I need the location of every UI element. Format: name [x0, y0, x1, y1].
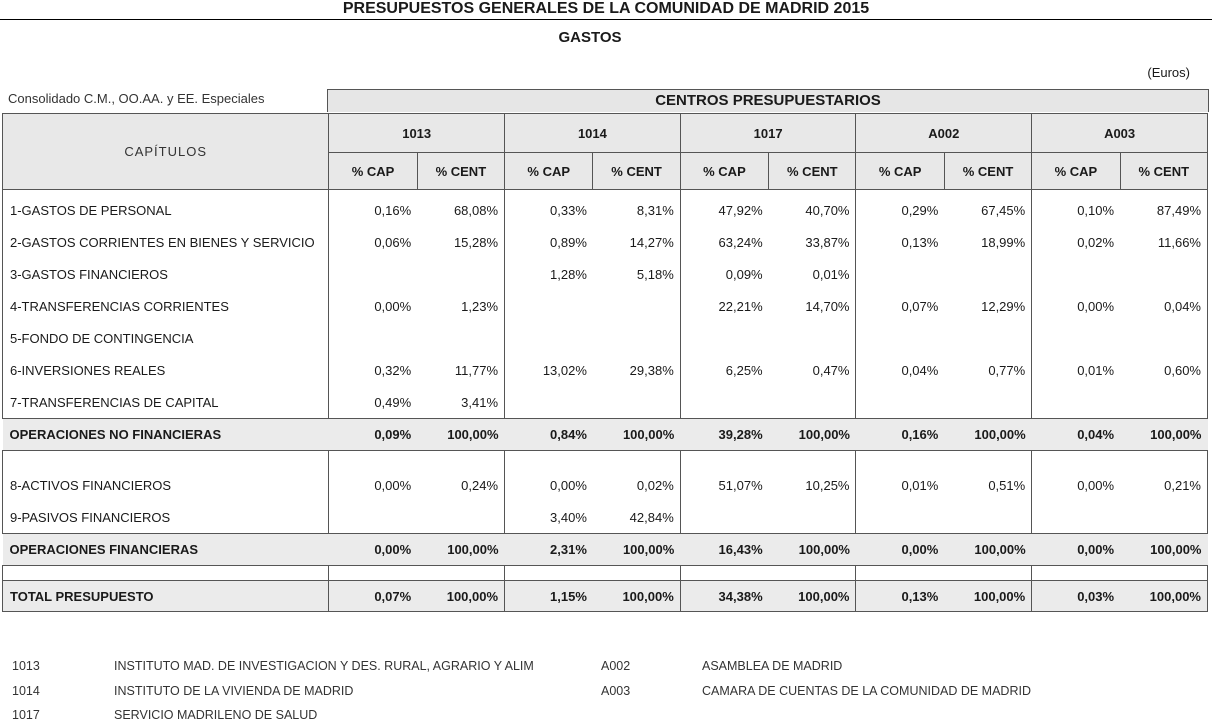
- report-title: PRESUPUESTOS GENERALES DE LA COMUNIDAD DE MADRID 2015: [342, 0, 870, 17]
- pct-cap-cell: 0,16%: [856, 419, 944, 451]
- pct-cent-cell: 100,00%: [769, 419, 856, 451]
- pct-cent-cell: 1,23%: [417, 290, 504, 322]
- pct-cap-cell: [329, 258, 417, 290]
- pct-cent-cell: 0,77%: [944, 354, 1031, 386]
- pct-cent-cell: [593, 322, 680, 354]
- table-row: [3, 226, 1208, 258]
- units-label: (Euros): [1147, 65, 1190, 80]
- pct-cent-cell: 0,24%: [417, 469, 504, 501]
- pct-cap-cell: [856, 386, 944, 419]
- chapter-label: 3-GASTOS FINANCIEROS: [3, 258, 329, 290]
- pct-cap-cell: 0,04%: [856, 354, 944, 386]
- pct-cap-cell: 0,00%: [329, 469, 417, 501]
- pct-cap-cell: 0,01%: [1032, 354, 1120, 386]
- pct-cap-cell: [680, 501, 768, 534]
- pct-cent-cell: 100,00%: [769, 534, 856, 566]
- center-header: 1017: [680, 114, 856, 153]
- pct-cent-cell: 87,49%: [1120, 190, 1207, 227]
- pct-cap-cell: 0,00%: [329, 534, 417, 566]
- pct-cap-cell: [1032, 258, 1120, 290]
- pct-cent-cell: 8,31%: [593, 190, 680, 227]
- pct-cent-cell: [944, 322, 1031, 354]
- pct-cent-cell: 100,00%: [593, 419, 680, 451]
- scope-label: Consolidado C.M., OO.AA. y EE. Especiales: [8, 91, 265, 106]
- pct-cap-cell: 0,07%: [856, 290, 944, 322]
- pct-cent-header: % CENT: [417, 153, 504, 190]
- pct-cap-cell: [329, 322, 417, 354]
- legend-code: 1013: [12, 659, 40, 673]
- pct-cent-cell: 14,70%: [769, 290, 856, 322]
- pct-cent-cell: 100,00%: [417, 581, 504, 612]
- pct-cap-cell: 0,02%: [1032, 226, 1120, 258]
- pct-cap-cell: 63,24%: [680, 226, 768, 258]
- pct-cent-cell: 0,02%: [593, 469, 680, 501]
- pct-cap-cell: 0,00%: [1032, 469, 1120, 501]
- pct-cent-cell: 10,25%: [769, 469, 856, 501]
- pct-cent-cell: [944, 258, 1031, 290]
- table-row: [3, 469, 1208, 501]
- capitulos-header: CAPÍTULOS: [3, 114, 329, 190]
- pct-cent-cell: 100,00%: [593, 534, 680, 566]
- legend-name: INSTITUTO MAD. DE INVESTIGACION Y DES. RURAL, AGRARIO Y ALIM: [114, 659, 534, 673]
- pct-cap-cell: 16,43%: [680, 534, 768, 566]
- pct-cent-cell: 42,84%: [593, 501, 680, 534]
- chapter-label: 9-PASIVOS FINANCIEROS: [3, 501, 329, 534]
- pct-cap-cell: 0,49%: [329, 386, 417, 419]
- pct-cap-cell: 0,07%: [329, 581, 417, 612]
- pct-cap-cell: 0,29%: [856, 190, 944, 227]
- pct-cap-cell: 0,10%: [1032, 190, 1120, 227]
- center-header-row: [3, 114, 1208, 153]
- pct-cap-header: % CAP: [505, 153, 593, 190]
- pct-cent-cell: 100,00%: [944, 534, 1031, 566]
- pct-cent-cell: [1120, 386, 1207, 419]
- legend-code: A002: [601, 659, 631, 673]
- pct-cap-cell: 13,02%: [505, 354, 593, 386]
- table-row: [3, 258, 1208, 290]
- pct-cap-cell: 34,38%: [680, 581, 768, 612]
- center-header: 1014: [505, 114, 681, 153]
- pct-cap-header: % CAP: [680, 153, 768, 190]
- pct-cent-cell: 12,29%: [944, 290, 1031, 322]
- pct-cent-cell: 0,21%: [1120, 469, 1207, 501]
- pct-cent-cell: 67,45%: [944, 190, 1031, 227]
- pct-cent-cell: [593, 386, 680, 419]
- pct-cap-cell: 0,04%: [1032, 419, 1120, 451]
- pct-cap-cell: [680, 386, 768, 419]
- pct-cent-cell: 11,77%: [417, 354, 504, 386]
- pct-cent-cell: 5,18%: [593, 258, 680, 290]
- pct-cap-cell: 47,92%: [680, 190, 768, 227]
- legend-code: 1014: [12, 684, 40, 698]
- pct-cap-header: % CAP: [1032, 153, 1120, 190]
- pct-cent-cell: [769, 501, 856, 534]
- pct-cap-cell: 0,13%: [856, 226, 944, 258]
- pct-cent-cell: 14,27%: [593, 226, 680, 258]
- table-row: [3, 190, 1208, 227]
- pct-cent-header: % CENT: [593, 153, 680, 190]
- report-subtitle: GASTOS: [558, 29, 622, 46]
- pct-cent-cell: 100,00%: [593, 581, 680, 612]
- pct-cap-cell: [856, 322, 944, 354]
- table-row: [3, 354, 1208, 386]
- pct-cent-cell: 100,00%: [1120, 419, 1207, 451]
- pct-cap-cell: 1,15%: [505, 581, 593, 612]
- pct-cap-cell: 0,33%: [505, 190, 593, 227]
- pct-cap-cell: 0,16%: [329, 190, 417, 227]
- chapter-label: 1-GASTOS DE PERSONAL: [3, 190, 329, 227]
- title-divider: [0, 19, 1212, 20]
- center-header: A002: [856, 114, 1032, 153]
- pct-cap-cell: 0,00%: [856, 534, 944, 566]
- pct-cent-header: % CENT: [944, 153, 1031, 190]
- pct-cent-cell: [417, 322, 504, 354]
- pct-cent-cell: [944, 501, 1031, 534]
- pct-cent-cell: 15,28%: [417, 226, 504, 258]
- pct-cent-cell: [1120, 501, 1207, 534]
- pct-cap-cell: [680, 322, 768, 354]
- pct-cent-cell: 100,00%: [417, 534, 504, 566]
- pct-cap-cell: 0,03%: [1032, 581, 1120, 612]
- table-row: [3, 501, 1208, 534]
- pct-cent-cell: [417, 258, 504, 290]
- pct-cap-cell: 0,09%: [329, 419, 417, 451]
- budget-table: [2, 113, 1208, 612]
- spacer-row: [3, 566, 1208, 581]
- pct-cap-cell: 0,06%: [329, 226, 417, 258]
- pct-cap-cell: 0,89%: [505, 226, 593, 258]
- chapter-label: 7-TRANSFERENCIAS DE CAPITAL: [3, 386, 329, 419]
- chapter-label: OPERACIONES NO FINANCIERAS: [3, 419, 329, 451]
- total-row: [3, 581, 1208, 612]
- pct-cap-cell: 0,84%: [505, 419, 593, 451]
- pct-cap-header: % CAP: [329, 153, 417, 190]
- pct-cent-cell: 3,41%: [417, 386, 504, 419]
- pct-cent-cell: 100,00%: [944, 419, 1031, 451]
- pct-cent-cell: [769, 386, 856, 419]
- legend-name: INSTITUTO DE LA VIVIENDA DE MADRID: [114, 684, 354, 698]
- pct-cent-cell: [1120, 322, 1207, 354]
- legend-name: CAMARA DE CUENTAS DE LA COMUNIDAD DE MADRID: [702, 684, 1031, 698]
- pct-cent-cell: 0,60%: [1120, 354, 1207, 386]
- pct-cap-cell: [1032, 322, 1120, 354]
- subtotal-row: [3, 419, 1208, 451]
- pct-cent-cell: 18,99%: [944, 226, 1031, 258]
- chapter-label: 2-GASTOS CORRIENTES EN BIENES Y SERVICIO: [3, 226, 329, 258]
- pct-cap-header: % CAP: [856, 153, 944, 190]
- centros-header: CENTROS PRESUPUESTARIOS: [327, 89, 1209, 112]
- pct-cent-cell: 0,47%: [769, 354, 856, 386]
- pct-cap-cell: 0,00%: [505, 469, 593, 501]
- pct-cap-cell: 0,32%: [329, 354, 417, 386]
- table-row: [3, 290, 1208, 322]
- pct-cap-cell: [329, 501, 417, 534]
- pct-cent-cell: [417, 501, 504, 534]
- pct-cap-cell: 6,25%: [680, 354, 768, 386]
- chapter-label: 6-INVERSIONES REALES: [3, 354, 329, 386]
- pct-cap-cell: 0,01%: [856, 469, 944, 501]
- chapter-label: 8-ACTIVOS FINANCIEROS: [3, 469, 329, 501]
- pct-cap-cell: 3,40%: [505, 501, 593, 534]
- pct-cap-cell: 0,00%: [329, 290, 417, 322]
- pct-cap-cell: [856, 501, 944, 534]
- center-header: A003: [1032, 114, 1208, 153]
- legend-name: SERVICIO MADRILENO DE SALUD: [114, 708, 318, 722]
- pct-cent-cell: 0,51%: [944, 469, 1031, 501]
- spacer-row: [3, 451, 1208, 470]
- pct-cap-cell: [505, 290, 593, 322]
- chapter-label: 4-TRANSFERENCIAS CORRIENTES: [3, 290, 329, 322]
- pct-cap-cell: 0,13%: [856, 581, 944, 612]
- pct-cent-header: % CENT: [769, 153, 856, 190]
- pct-cent-cell: 11,66%: [1120, 226, 1207, 258]
- pct-cent-cell: 0,04%: [1120, 290, 1207, 322]
- pct-cap-cell: [505, 322, 593, 354]
- pct-cent-cell: [593, 290, 680, 322]
- chapter-label: 5-FONDO DE CONTINGENCIA: [3, 322, 329, 354]
- pct-cent-cell: 68,08%: [417, 190, 504, 227]
- legend-code: A003: [601, 684, 631, 698]
- pct-cap-cell: 0,00%: [1032, 290, 1120, 322]
- pct-cap-cell: 1,28%: [505, 258, 593, 290]
- pct-cap-cell: 51,07%: [680, 469, 768, 501]
- pct-cap-cell: 0,09%: [680, 258, 768, 290]
- pct-cent-cell: 100,00%: [417, 419, 504, 451]
- pct-cent-cell: 0,01%: [769, 258, 856, 290]
- subtotal-row: [3, 534, 1208, 566]
- pct-cap-cell: [1032, 386, 1120, 419]
- pct-cent-cell: 100,00%: [944, 581, 1031, 612]
- pct-cap-cell: 0,00%: [1032, 534, 1120, 566]
- table-row: [3, 386, 1208, 419]
- pct-cap-cell: [856, 258, 944, 290]
- pct-cent-header: % CENT: [1120, 153, 1207, 190]
- chapter-label: TOTAL PRESUPUESTO: [3, 581, 329, 612]
- pct-cap-cell: [1032, 501, 1120, 534]
- pct-cent-cell: 100,00%: [769, 581, 856, 612]
- center-header: 1013: [329, 114, 505, 153]
- pct-cent-cell: [944, 386, 1031, 419]
- pct-cap-cell: 22,21%: [680, 290, 768, 322]
- pct-cap-cell: 2,31%: [505, 534, 593, 566]
- pct-cent-cell: 33,87%: [769, 226, 856, 258]
- table-row: [3, 322, 1208, 354]
- pct-cent-cell: [1120, 258, 1207, 290]
- legend-code: 1017: [12, 708, 40, 722]
- pct-cent-cell: [769, 322, 856, 354]
- pct-cent-cell: 100,00%: [1120, 581, 1207, 612]
- pct-cap-cell: 39,28%: [680, 419, 768, 451]
- chapter-label: OPERACIONES FINANCIERAS: [3, 534, 329, 566]
- pct-cap-cell: [505, 386, 593, 419]
- legend-name: ASAMBLEA DE MADRID: [702, 659, 843, 673]
- pct-cent-cell: 100,00%: [1120, 534, 1207, 566]
- pct-cent-cell: 29,38%: [593, 354, 680, 386]
- pct-cent-cell: 40,70%: [769, 190, 856, 227]
